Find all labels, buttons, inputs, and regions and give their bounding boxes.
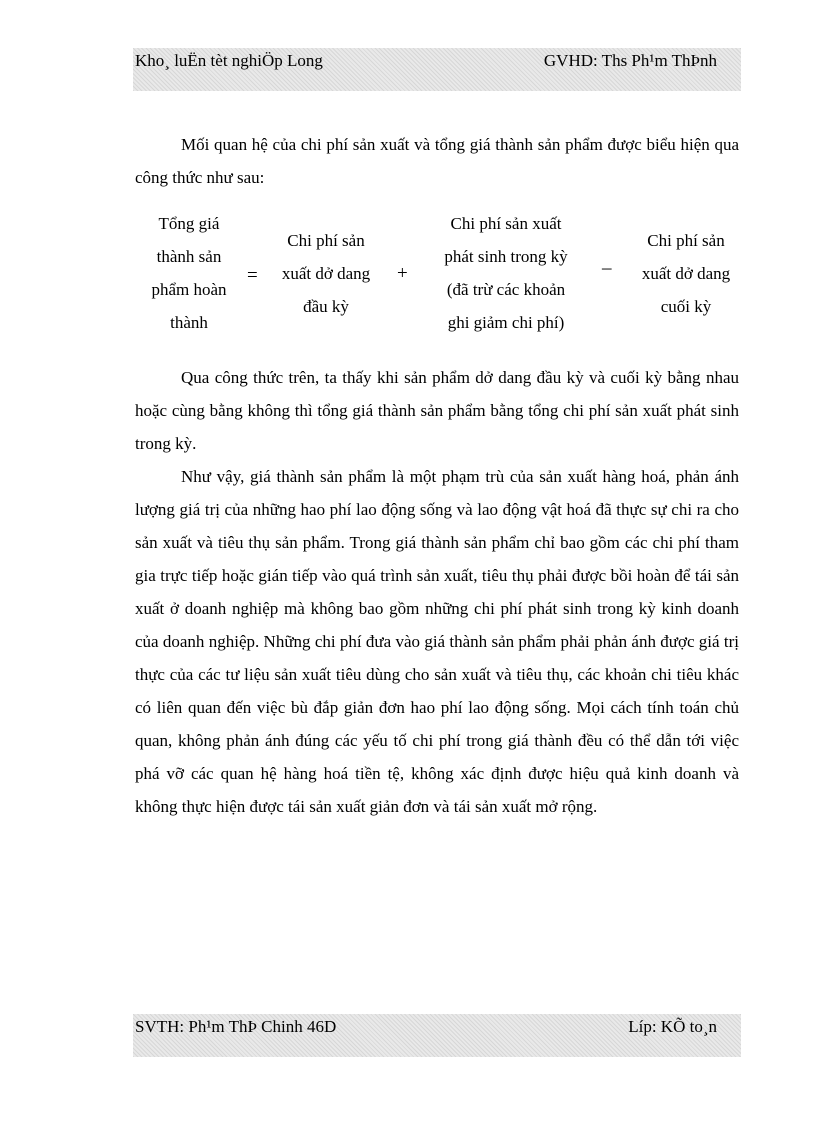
- formula-equals-sign: =: [247, 265, 258, 286]
- cost-formula: [135, 207, 739, 342]
- page-header: [133, 48, 741, 91]
- formula-closing-wip-term: Chi phí sản xuất dở dang cuối kỳ: [641, 231, 731, 316]
- formula-incurred-cost-term: Chi phí sản xuất phát sinh trong kỳ (đã trừ các khoản ghi giảm chi phí): [444, 214, 568, 332]
- page-footer: [133, 1014, 741, 1057]
- formula-plus-sign: +: [397, 263, 408, 284]
- header-thesis-title: Kho¸ luËn tèt nghiÖp Long: [135, 51, 323, 70]
- body-section: [135, 361, 739, 823]
- body-paragraph: Qua công thức trên, ta thấy khi sản phẩm dở dang đầu kỳ và cuối kỳ bằng nhau hoặc cùng bằng không thì tổng giá thành sản phẩm bằng tổng chi phí sản xuất phát sinh trong kỳ.: [135, 368, 739, 453]
- body-paragraph: Như vậy, giá thành sản phẩm là một phạm trù của sản xuất hàng hoá, phản ánh lượng giá trị của những hao phí lao động sống và lao động vật hoá đã thực sự chi ra cho sản xuất và tiêu thụ sản phẩm. Trong giá thành sản phẩm chỉ bao gồm các chi phí tham gia trực tiếp hoặc gián tiếp vào quá trình sản xuất, tiêu thụ phải được bồi hoàn để tái sản xuất ở doanh nghiệp mà không bao gồm những chi phí phát sinh trong kỳ kinh doanh của doanh nghiệp. Những chi phí đưa vào giá thành sản phẩm phải phản ánh được giá trị thực của các tư liệu sản xuất tiêu dùng cho sản xuất và tiêu thụ, các khoản chi tiêu khác có liên quan đến việc bù đắp giản đơn hao phí lao động sống. Mọi cách tính toán chủ quan, không phản ánh đúng các yếu tố chi phí trong giá thành đều có thể dẫn tới việc phá vỡ các quan hệ hàng hoá tiền tệ, không xác định được hiệu quả kinh doanh và không thực hiện được tái sản xuất giản đơn và tái sản xuất mở rộng.: [135, 467, 739, 816]
- footer-student: SVTH: Ph¹m ThÞ Chinh 46D: [135, 1017, 337, 1036]
- formula-opening-wip-term: Chi phí sản xuất dở dang đầu kỳ: [281, 231, 371, 316]
- formula-minus-sign: _: [602, 251, 612, 272]
- intro-section: [135, 128, 739, 194]
- formula-total-cost-term: Tổng giá thành sản phẩm hoàn thành: [151, 214, 227, 332]
- footer-class: Líp: KÕ to¸n: [628, 1017, 717, 1036]
- intro-paragraph: Mối quan hệ của chi phí sản xuất và tổng giá thành sản phẩm được biểu hiện qua công thức như sau:: [135, 135, 739, 187]
- header-supervisor: GVHD: Ths Ph¹m ThÞnh: [543, 51, 717, 70]
